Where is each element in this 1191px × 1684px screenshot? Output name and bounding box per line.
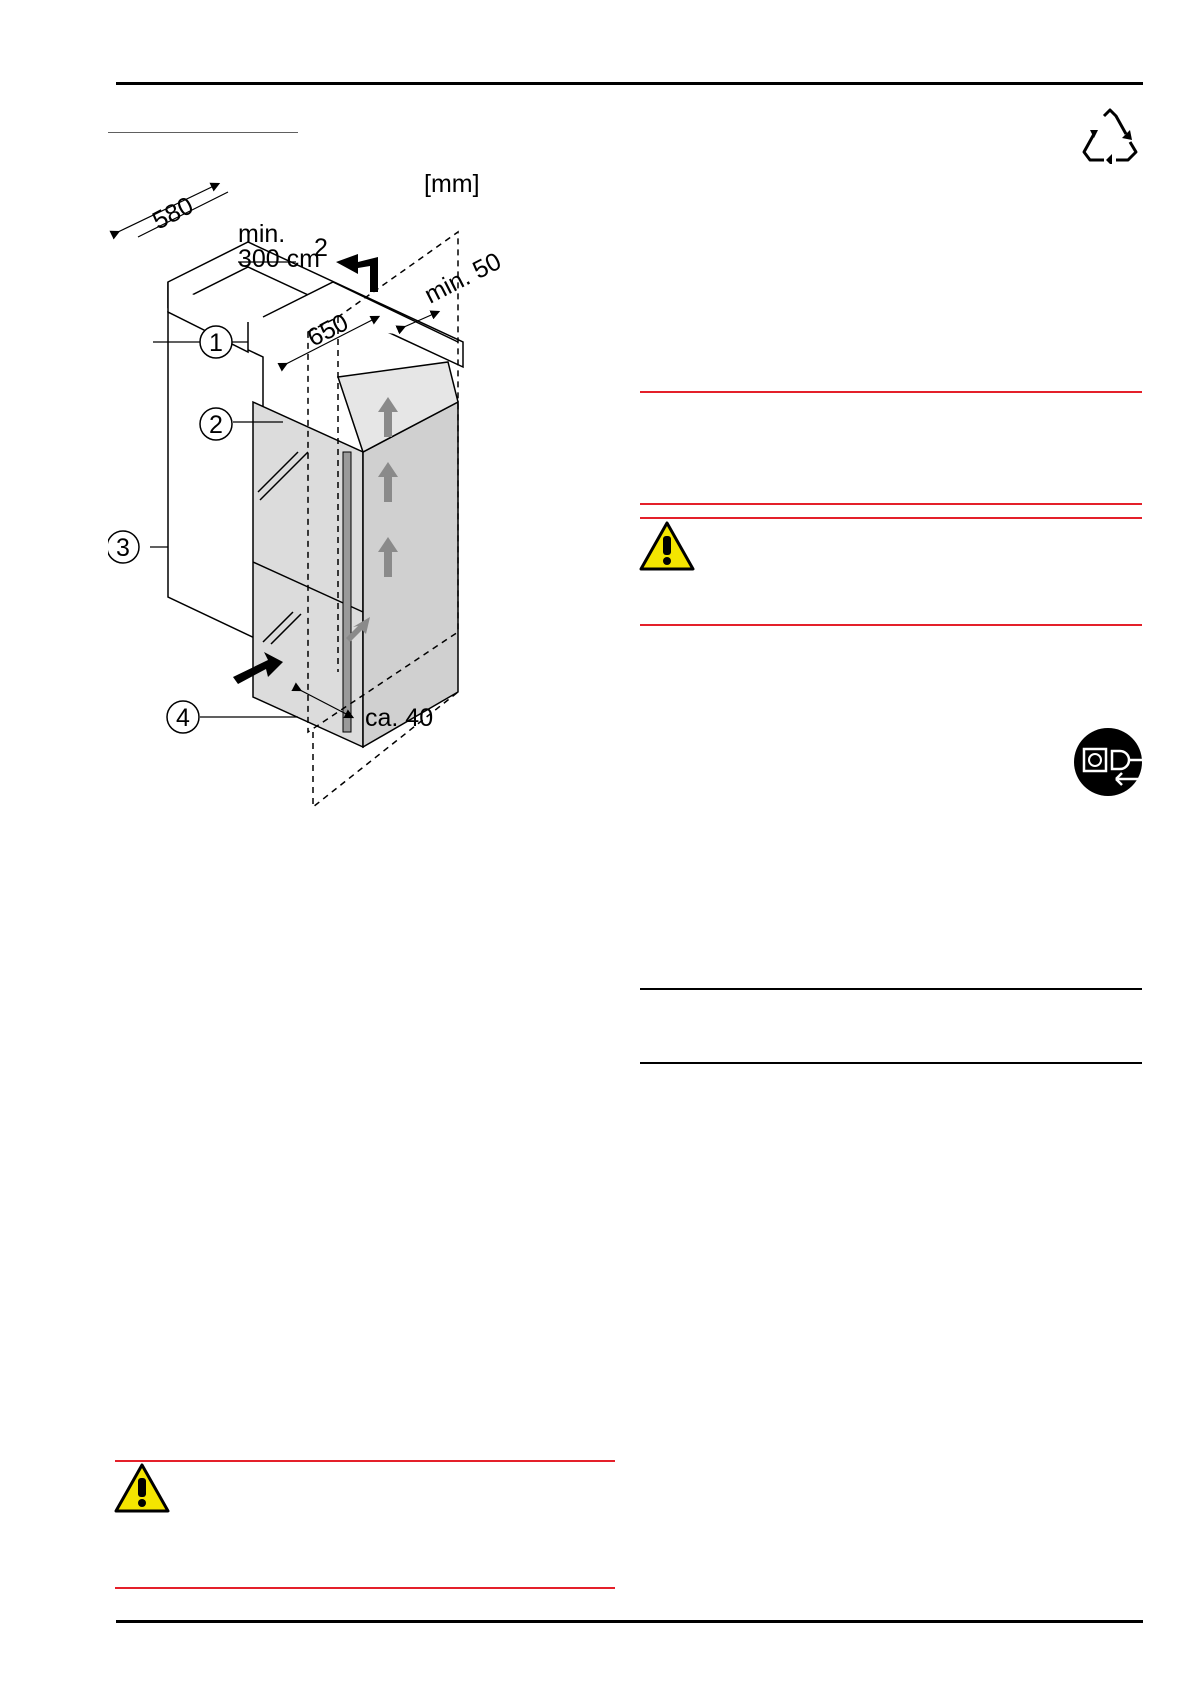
warning-rule-top — [640, 391, 1142, 393]
note-rule-top — [640, 988, 1142, 990]
callout-1 — [200, 326, 232, 358]
left-warning-triangle-icon — [113, 1462, 171, 1514]
warning-triangle-icon — [638, 520, 696, 572]
recycle-icon — [1082, 108, 1138, 164]
svg-text:3: 3 — [116, 534, 130, 562]
warning-rule-mid2 — [640, 517, 1142, 519]
note-rule-bottom — [640, 1062, 1142, 1064]
top-gap-label: min. 50 — [420, 247, 506, 310]
width-label: 580 — [148, 191, 198, 236]
vent-min-label: min. — [238, 220, 286, 248]
installation-diagram — [108, 132, 568, 812]
appliance-body — [253, 362, 458, 747]
vent-area-label: 300 cm — [238, 245, 320, 273]
warning-rule-mid — [640, 503, 1142, 505]
left-warning-rule-top — [115, 1460, 615, 1462]
adjacent-cabinet — [168, 312, 263, 642]
header-rule — [116, 82, 1143, 85]
warning-rule-bottom — [640, 624, 1142, 626]
callout-3 — [108, 531, 139, 563]
svg-text:4: 4 — [176, 704, 190, 732]
front-gap-label: ca. 40 — [365, 704, 434, 732]
svg-text:1: 1 — [209, 329, 223, 357]
callout-4 — [167, 701, 199, 733]
footer-rule — [116, 1620, 1143, 1623]
left-warning-rule-bottom — [115, 1587, 615, 1589]
depth-label: 650 — [303, 308, 353, 353]
vent-area-sup: 2 — [314, 234, 328, 262]
callout-2 — [200, 408, 232, 440]
unit-label: [mm] — [424, 170, 480, 198]
svg-text:2: 2 — [209, 411, 223, 439]
unplug-mains-icon — [1072, 726, 1144, 798]
